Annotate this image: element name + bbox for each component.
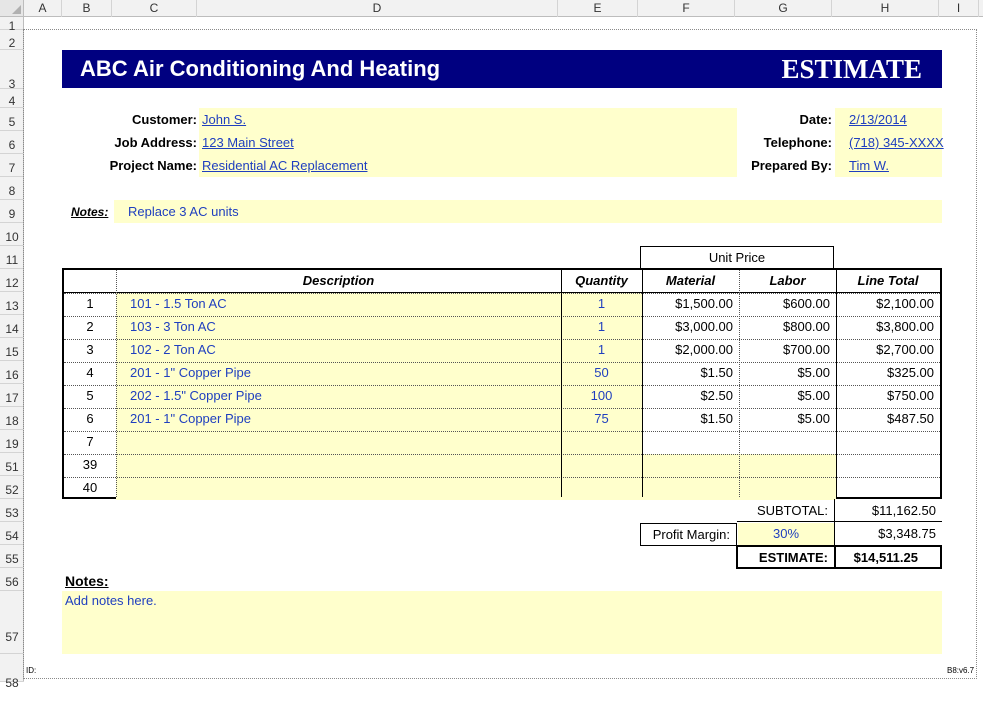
cell-labor[interactable]: $5.00 xyxy=(797,411,830,426)
cell-total: $2,700.00 xyxy=(876,342,934,357)
cell-total: $750.00 xyxy=(887,388,934,403)
cell-qty[interactable]: 1 xyxy=(561,316,642,339)
column-header-b[interactable]: B xyxy=(62,0,112,17)
cell-labor[interactable]: $600.00 xyxy=(783,296,830,311)
column-header-h[interactable]: H xyxy=(832,0,939,17)
row-header-51[interactable]: 51 xyxy=(0,453,24,476)
cell-labor[interactable]: $5.00 xyxy=(797,365,830,380)
cell-n: 4 xyxy=(86,365,94,380)
cell-total: $487.50 xyxy=(887,411,934,426)
row-header-5[interactable]: 5 xyxy=(0,108,24,131)
date-label: Date: xyxy=(799,112,832,127)
cell-labor[interactable] xyxy=(739,454,836,477)
company-name: ABC Air Conditioning And Heating xyxy=(80,56,441,81)
cell-qty[interactable]: 100 xyxy=(561,385,642,408)
row-header-9[interactable]: 9 xyxy=(0,200,24,223)
cell-n: 7 xyxy=(86,434,94,449)
notes-bottom-field[interactable]: Add notes here. xyxy=(62,591,942,654)
subtotal-value: $11,162.50 xyxy=(871,503,936,518)
row-divider xyxy=(64,454,940,455)
row-divider xyxy=(64,431,940,432)
row-header-4[interactable]: 4 xyxy=(0,89,24,108)
row-header-12[interactable]: 12 xyxy=(0,269,24,292)
profit-margin-input[interactable]: 30% xyxy=(738,523,834,545)
column-divider xyxy=(116,270,117,497)
notes-bottom-label: Notes: xyxy=(65,573,109,589)
row-header-56[interactable]: 56 xyxy=(0,568,24,591)
cell-material[interactable]: $2,000.00 xyxy=(675,342,733,357)
column-header-g[interactable]: G xyxy=(735,0,832,17)
cell-n: 3 xyxy=(86,342,94,357)
row-header-7[interactable]: 7 xyxy=(0,154,24,177)
cell-material[interactable] xyxy=(642,431,739,454)
row-header-54[interactable]: 54 xyxy=(0,522,24,545)
row-header-58[interactable]: 58 xyxy=(0,654,24,682)
footer-id-label: ID: xyxy=(26,666,37,675)
row-header-57[interactable]: 57 xyxy=(0,591,24,654)
column-header-c[interactable]: C xyxy=(112,0,197,17)
column-divider xyxy=(561,270,562,497)
header-description: Description xyxy=(302,273,375,288)
column-header-a[interactable]: A xyxy=(24,0,62,17)
address-value[interactable]: 123 Main Street xyxy=(202,135,294,150)
column-header-e[interactable]: E xyxy=(558,0,638,17)
prepared-by-value[interactable]: Tim W. xyxy=(849,158,889,173)
notes-top-label: Notes: xyxy=(71,205,109,219)
row-header-14[interactable]: 14 xyxy=(0,315,24,338)
row-header-52[interactable]: 52 xyxy=(0,476,24,499)
select-all-triangle-icon xyxy=(12,5,21,14)
estimate-total: $14,511.25 xyxy=(834,545,942,569)
customer-label: Customer: xyxy=(131,112,197,127)
column-divider xyxy=(642,270,643,497)
cell-total xyxy=(836,454,940,477)
cell-n: 1 xyxy=(86,296,94,311)
cell-desc[interactable]: 102 - 2 Ton AC xyxy=(116,339,561,362)
cell-labor[interactable] xyxy=(739,431,836,454)
cell-desc[interactable]: 201 - 1" Copper Pipe xyxy=(116,362,561,385)
row-header-55[interactable]: 55 xyxy=(0,545,24,568)
cell-desc[interactable] xyxy=(116,477,561,500)
cell-total: $2,100.00 xyxy=(876,296,934,311)
row-header-6[interactable]: 6 xyxy=(0,131,24,154)
row-header-3[interactable]: 3 xyxy=(0,50,24,89)
header-quantity: Quantity xyxy=(575,273,628,288)
column-header-d[interactable]: D xyxy=(197,0,558,17)
cell-material[interactable]: $1.50 xyxy=(700,365,733,380)
header-divider xyxy=(64,292,940,293)
select-all-corner[interactable] xyxy=(0,0,24,17)
row-divider xyxy=(64,339,940,340)
cell-desc[interactable]: 101 - 1.5 Ton AC xyxy=(116,293,561,316)
header-labor: Labor xyxy=(769,273,806,288)
cell-total: $325.00 xyxy=(887,365,934,380)
cell-n: 5 xyxy=(86,388,94,403)
project-label: Project Name: xyxy=(109,158,197,173)
column-header-f[interactable]: F xyxy=(638,0,735,17)
cell-n: 40 xyxy=(82,480,98,495)
cell-desc[interactable]: 201 - 1" Copper Pipe xyxy=(116,408,561,431)
header-line-total: Line Total xyxy=(857,273,919,288)
cell-total xyxy=(836,477,940,500)
customer-value[interactable]: John S. xyxy=(202,112,247,127)
cell-labor[interactable]: $800.00 xyxy=(783,319,830,334)
address-label: Job Address: xyxy=(114,135,197,150)
row-divider xyxy=(64,316,940,317)
cell-qty[interactable] xyxy=(561,454,642,477)
header-material: Material xyxy=(665,273,716,288)
column-divider xyxy=(739,270,740,497)
cell-qty[interactable] xyxy=(561,431,642,454)
row-header-2[interactable]: 2 xyxy=(0,30,24,50)
date-value[interactable]: 2/13/2014 xyxy=(849,112,907,127)
cell-material[interactable]: $1.50 xyxy=(700,411,733,426)
column-header-bar xyxy=(24,0,983,17)
subtotal-label: SUBTOTAL: xyxy=(756,503,828,518)
row-divider xyxy=(64,362,940,363)
row-header-1[interactable]: 1 xyxy=(0,17,24,30)
cell-qty[interactable]: 1 xyxy=(561,293,642,316)
cell-n: 39 xyxy=(82,457,98,472)
subtotal-divider xyxy=(834,499,835,522)
row-divider xyxy=(64,385,940,386)
estimate-table xyxy=(62,268,942,499)
footer-version: B8:v6.7 xyxy=(947,666,975,675)
cell-desc[interactable] xyxy=(116,454,561,477)
cell-total xyxy=(836,431,940,454)
row-divider xyxy=(64,408,940,409)
cell-labor[interactable] xyxy=(739,477,836,500)
cell-qty[interactable]: 1 xyxy=(561,339,642,362)
row-header-17[interactable]: 17 xyxy=(0,384,24,407)
cell-qty[interactable]: 75 xyxy=(561,408,642,431)
cell-material[interactable]: $1,500.00 xyxy=(675,296,733,311)
row-header-8[interactable]: 8 xyxy=(0,177,24,200)
row-header-13[interactable]: 13 xyxy=(0,292,24,315)
cell-desc[interactable]: 103 - 3 Ton AC xyxy=(116,316,561,339)
cell-material[interactable]: $3,000.00 xyxy=(675,319,733,334)
cell-material[interactable] xyxy=(642,454,739,477)
cell-material[interactable]: $2.50 xyxy=(700,388,733,403)
cell-desc[interactable] xyxy=(116,431,561,454)
cell-qty[interactable] xyxy=(561,477,642,500)
cell-material[interactable] xyxy=(642,477,739,500)
row-header-19[interactable]: 19 xyxy=(0,430,24,453)
column-divider xyxy=(836,270,837,497)
profit-margin-amount: $3,348.75 xyxy=(878,526,936,541)
estimate-label: ESTIMATE: xyxy=(736,545,834,569)
row-header-11[interactable]: 11 xyxy=(0,246,24,269)
row-header-18[interactable]: 18 xyxy=(0,407,24,430)
profit-margin-label: Profit Margin: xyxy=(640,523,737,546)
margin-divider xyxy=(834,522,835,545)
row-header-bar xyxy=(0,17,24,690)
prepared-by-label: Prepared By: xyxy=(751,158,832,173)
cell-labor[interactable]: $700.00 xyxy=(783,342,830,357)
telephone-value[interactable]: (718) 345-XXXX xyxy=(849,135,944,150)
row-header-10[interactable]: 10 xyxy=(0,223,24,246)
row-divider xyxy=(64,477,940,478)
cell-n: 6 xyxy=(86,411,94,426)
cell-qty[interactable]: 50 xyxy=(561,362,642,385)
cell-total: $3,800.00 xyxy=(876,319,934,334)
row-header-53[interactable]: 53 xyxy=(0,499,24,522)
notes-top-field[interactable]: Replace 3 AC units xyxy=(114,200,942,223)
row-header-15[interactable]: 15 xyxy=(0,338,24,361)
row-header-16[interactable]: 16 xyxy=(0,361,24,384)
title-banner xyxy=(62,50,942,88)
telephone-label: Telephone: xyxy=(763,135,832,150)
row-divider xyxy=(64,293,940,294)
cell-desc[interactable]: 202 - 1.5" Copper Pipe xyxy=(116,385,561,408)
project-value[interactable]: Residential AC Replacement xyxy=(202,158,368,173)
cell-labor[interactable]: $5.00 xyxy=(797,388,830,403)
document-type: ESTIMATE xyxy=(781,54,922,84)
cell-n: 2 xyxy=(86,319,94,334)
column-header-i[interactable]: I xyxy=(939,0,979,17)
subtotal-row-border xyxy=(737,499,942,522)
unit-price-header: Unit Price xyxy=(640,246,834,269)
